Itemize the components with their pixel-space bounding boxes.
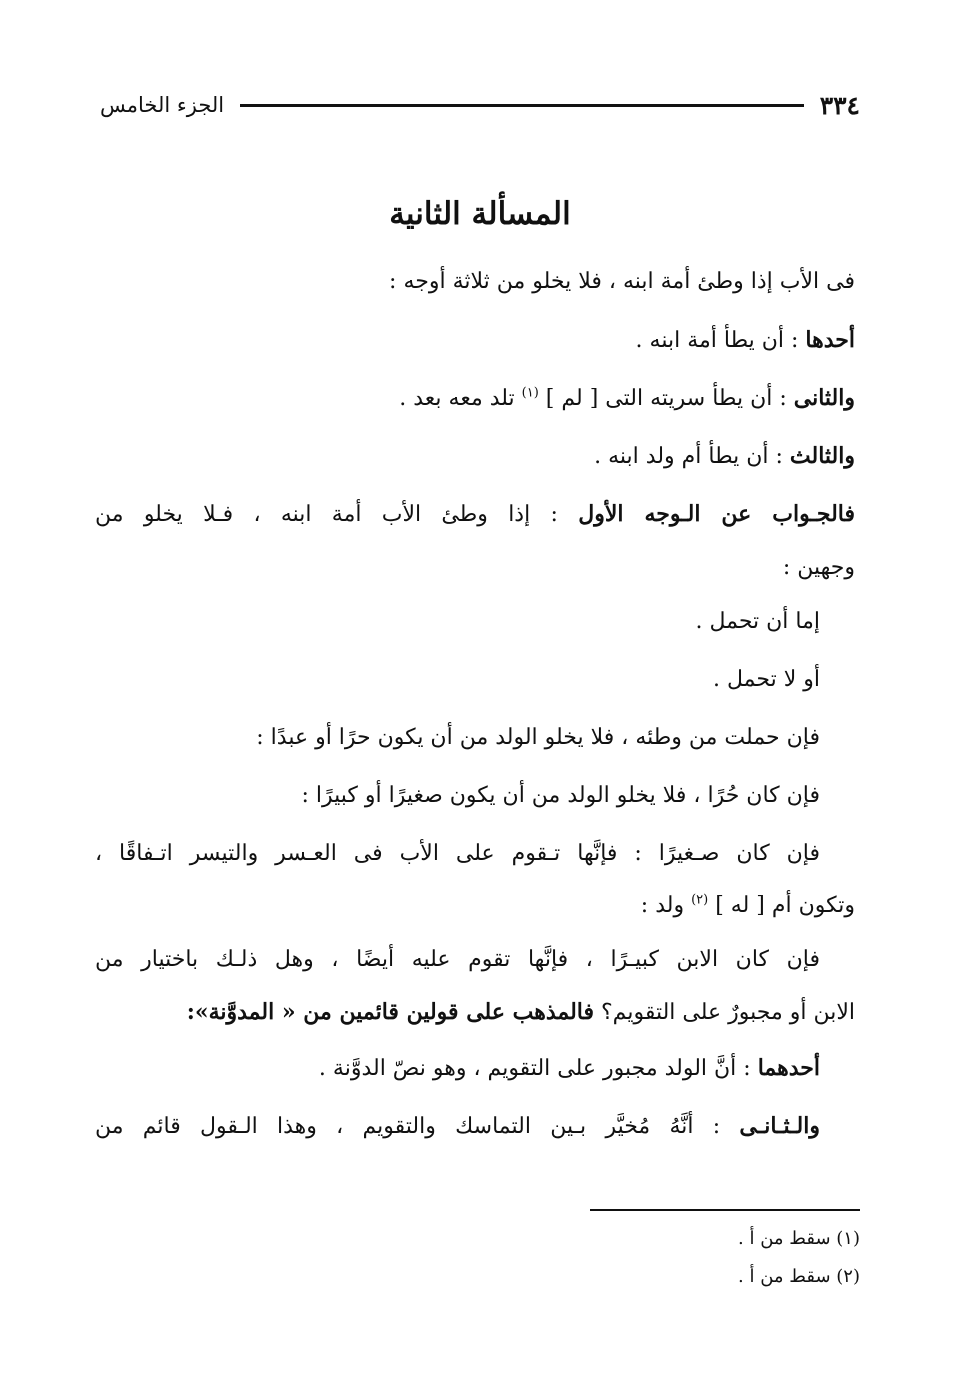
term-label: والثانى — [793, 385, 855, 411]
footnote-ref-1: (١) — [521, 385, 539, 401]
line-text: تلد معه بعد . — [399, 386, 522, 411]
footnote-separator — [590, 1209, 860, 1211]
term-label: والـثـانـى — [739, 1113, 820, 1139]
line-text: : أنَّ الولد مجبور على التقويم ، وهو نصّ الدوَّنة . — [318, 1056, 758, 1081]
footnote-2: (٢) سقط من أ . — [738, 1266, 860, 1287]
line-text: وتكون أم [ له ] — [708, 893, 855, 918]
text-line-4 — [95, 436, 855, 477]
footnote-ref-2: (٢) — [691, 892, 709, 908]
text-line-2 — [95, 320, 855, 361]
text-line-9: فإن حملت من وطئه ، فلا يخلو الولد من أن يكون حرًا أو عبدًا : — [256, 725, 820, 750]
line-text: الابن أو مجبورٌ على التقويم؟ — [594, 1000, 855, 1025]
text-line-7: إما أن تحمل . — [695, 609, 820, 634]
term-label: أحدهما — [757, 1055, 820, 1081]
line-text: : أن يطأ سريته التى [ لم ] — [538, 386, 794, 411]
text-line-3 — [95, 378, 855, 419]
term-label: فالجـواب عن الـوجه الأول — [578, 501, 855, 527]
text-line-15 — [95, 1048, 820, 1089]
text-line-10: فإن كان حُرًا ، فلا يخلو الولد من أن يكون صغيرًا أو كبيرًا : — [301, 783, 820, 808]
part-title: الجزء الخامس — [100, 93, 225, 117]
text-line-1: فى الأب إذا وطئ أمة ابنه ، فلا يخلو من ثلاثة أوجه : — [389, 269, 855, 294]
bold-statement: فالمذهب على قولين قائمين من « المدوَّنة»: — [186, 999, 595, 1025]
text-line-14 — [95, 992, 855, 1033]
text-line-11: فإن كان صـغيرًا : فإنَّها تـقوم على الأب فى العـسر والتيسر اتـفاقًا ، — [95, 841, 820, 866]
line-text: : أنَّهُ مُخيَّر بـين التماسك والتقويم ، وهذا الـقول قائم من — [95, 1114, 740, 1139]
running-header — [100, 88, 860, 122]
text-line-16 — [95, 1106, 820, 1147]
text-line-12 — [95, 886, 855, 926]
line-text: : أن يطأ أم ولد ابنه . — [594, 444, 790, 469]
term-label: والثالث — [789, 443, 855, 469]
term-label: أحدها — [805, 327, 855, 353]
text-line-5 — [95, 494, 855, 535]
header-rule — [240, 104, 804, 107]
text-line-6: وجهين : — [782, 555, 855, 580]
section-title: المسألة الثانية — [389, 196, 571, 232]
line-text: ولد : — [640, 893, 692, 918]
line-text: : أن يطأ أمة ابنه . — [635, 328, 806, 353]
text-line-8: أو لا تحمل . — [713, 667, 820, 692]
page-number: ٣٣٤ — [819, 90, 860, 120]
text-line-13: فإن كان الابن كبيـرًا ، فإنَّها تقوم عليه أيضًا ، وهل ذلـك باختيار من — [95, 947, 820, 972]
footnote-1: (١) سقط من أ . — [738, 1228, 860, 1249]
line-text: : إذا وطئ الأب أمة ابنه ، فـلا يخلو من — [95, 502, 579, 527]
